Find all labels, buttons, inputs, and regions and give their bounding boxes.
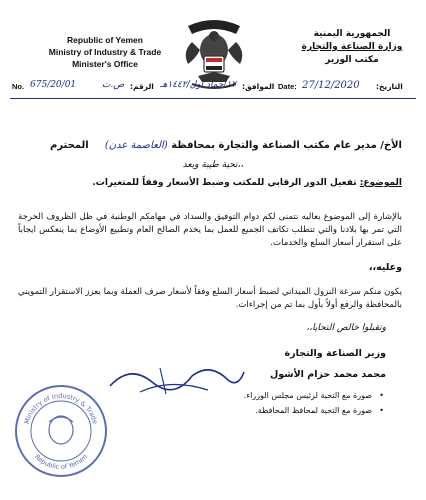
wa-alayh: وعليه،، (368, 262, 402, 273)
subject-text: تفعيل الدور الرقابي للمكتب وضبط الأسعار وفقاً للمتغيرات. (92, 178, 357, 188)
hijri-date-value: ١٢/جماد أول/١٤٤٢هـ (160, 80, 237, 90)
seal-text-top: Ministry of Industry & Trade (22, 391, 100, 425)
addressee-name: (العاصمة عدن) (104, 140, 168, 151)
body-paragraph-2: يكون منكم سرعة النزول الميداني لضبط أسعار السلع وفقاً لأسعار صرف العملة وبما يعزز الاستقرار التمويني بالمحافظة والرفع أولاً بأول بما تم من إجراءات. (18, 287, 402, 310)
cc-item-text: صورة مع التحية لرئيس مجلس الوزراء. (243, 391, 372, 400)
number-label: No. (12, 82, 25, 91)
subject-label: الموضوع: (359, 178, 402, 188)
svg-text:Republic of Yemen (33, 453, 89, 471)
cc-item-text: صورة مع التحية لمحافظ المحافظة. (255, 406, 372, 415)
subject-line (22, 178, 402, 188)
respected-label: المحترم (50, 140, 89, 151)
reference-line (10, 80, 416, 96)
header-divider (10, 98, 416, 99)
addressee-prefix: الأخ/ مدير عام مكتب الصناعة والتجارة بمحافظة (171, 140, 402, 151)
svg-text:Ministry of Industry & Trade (23, 392, 99, 425)
date-value: 27/12/2020 (302, 80, 360, 91)
cc-item (184, 403, 384, 418)
bullet-icon: • (379, 406, 384, 415)
arabic-republic: الجمهورية اليمنية (313, 29, 391, 39)
bullet-icon: • (379, 391, 384, 400)
addressee-line (22, 140, 402, 151)
number-value: 675/20/01 (30, 80, 77, 90)
signer-title: وزير الصناعة والتجارة (284, 348, 386, 359)
arabic-ministry: وزارة الصناعة والتجارة (301, 42, 403, 52)
english-letterhead (30, 34, 180, 70)
raqm-value: ص.ت (102, 80, 125, 90)
muwafiq-label: الموافق: (242, 82, 275, 91)
cc-item (184, 388, 384, 403)
greeting: تحية طيبة وبعد،، (182, 160, 244, 170)
raqm-label: الرقم: (130, 82, 154, 91)
english-office: Minister's Office (72, 59, 138, 69)
cc-list (184, 388, 384, 418)
tarikh-label: التاريخ: (376, 82, 403, 91)
body-paragraph-1: بالإشارة إلى الموضوع بعاليه نتمنى لكم دوام التوفيق والسداد في مهامكم الوطنية في ظل الظروف الحرجة التي تمر بها بلادنا والتي تتطلب تكاتف الجميع للعمل بما يخدم الصالح العام وتطبيع الأوضاع بما ينعكس ايجاباً على استقرار أسعار السلع والخدمات. (18, 212, 402, 248)
official-seal-icon (12, 382, 110, 480)
signer-name: محمد محمد حزام الأشول (270, 369, 386, 380)
english-ministry: Ministry of Industry & Trade (48, 47, 162, 57)
seal-text-bottom: Republic of Yemen (33, 452, 89, 472)
date-label: Date: (278, 82, 297, 91)
arabic-office: مكتب الوزير (325, 55, 379, 65)
closing-greeting: وتقبلوا خالص التحايا،، (306, 323, 386, 333)
english-republic: Republic of Yemen (67, 35, 143, 45)
arabic-letterhead (292, 28, 412, 67)
